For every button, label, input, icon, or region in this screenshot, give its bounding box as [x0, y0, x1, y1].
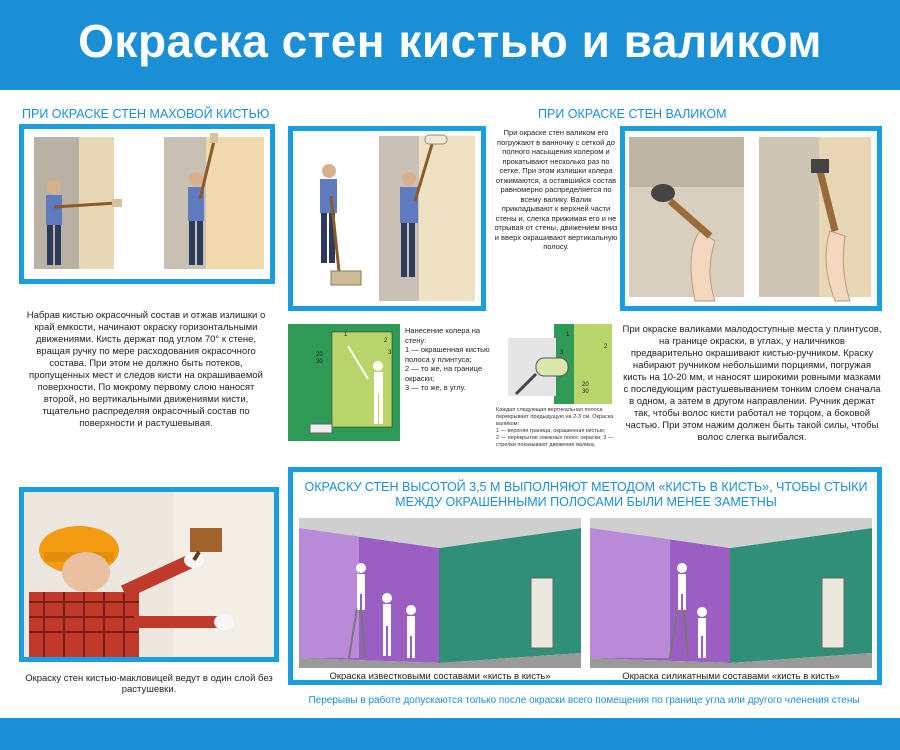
page-title: Окраска стен кистью и валиком	[78, 15, 822, 67]
hard-places-instructions: При окраске валиками малодоступные места у плинтусов, на границе окраски, в углах, у наличников предварительно окрашивают кистью-ручником. Краску набирают ручником небольшими порциями, погружая кисть на 10-20 мм, и наносят широкими ровными мазками с последующим растушевыванием тонким слоем сначала в одном, а затем в другом направлении. Ручник держат так, чтобы волос кисти работал не торцом, а боковой частью. При этом нажим должен быть такой силы, чтобы волос слегка выгибался.	[622, 324, 882, 443]
dim-label-20: 20	[316, 352, 323, 358]
color-application-image	[288, 324, 400, 441]
roller-dim-30: 30	[582, 389, 589, 395]
roller-marker-3: 3	[560, 350, 564, 356]
tall-walls-note: Перерывы в работе допускаются только после окраски всего помещения по границе угла или другого членения стены	[308, 695, 860, 706]
roller-marker-2: 2	[604, 344, 608, 350]
roller-painters-image	[293, 131, 481, 306]
silicate-painting-image	[590, 518, 872, 668]
brush-section-title: ПРИ ОКРАСКЕ СТЕН МАХОВОЙ КИСТЬЮ	[22, 107, 270, 121]
marker-3: 3	[388, 350, 392, 356]
hand-brush-image	[625, 131, 877, 306]
worker-photo	[24, 492, 274, 657]
marker-2: 2	[384, 338, 388, 344]
roller-marker-1: 1	[566, 332, 570, 338]
roller-section-title: ПРИ ОКРАСКЕ СТЕН ВАЛИКОМ	[538, 107, 727, 121]
roller-diagram-caption: Каждая следующая вертикальная полоса перекрывает предыдущую на 2-3 см. Окраска валиком: 1 — верхняя граница, окрашенная кистью; 2 — перекрытие смежных полос окраски; 3 — стрелки показывают движение валика.	[496, 407, 614, 448]
brush-instructions: Набрав кистью окрасочный состав и отжав излишки о край емкости, начинают окраску горизонтальными движениями. Кисть держат под углом 70° к стене, вращая ручку по мере расходования окрасочного состава. При этом не должно быть потеков, пропущенных мест и следов кисти на окрашиваемой поверхности. По мокрому первому слою наносят второй, но вертикальными движениями кисти, тщательно распределяя окрасочный состав по поверхности и растушевывая.	[26, 310, 266, 429]
flat-brush-caption: Окраску стен кистью-макловицей ведут в один слой без растушевки.	[25, 673, 273, 695]
roller-diagram	[496, 324, 612, 404]
roller-instructions: При окраске стен валиком его погружают в ванночку с сеткой до полного насыщения колером и прокатывают несколько раз по сетке. При этом излишки колера отжимаются, а оставшийся состав равномерно распределяется по всему валику. Валик прикладывают к верхней части стены и, слегка прижимая его и не отрывая от стены, движением вниз и вверх окрашивают вертикальную полосу.	[494, 128, 618, 251]
flat-brush-illustration	[19, 487, 279, 662]
footer-bar	[0, 718, 900, 750]
silicate-caption: Окраска силикатными составами «кисть в кисть»	[622, 671, 840, 682]
hand-brush-illustration	[620, 126, 882, 311]
marker-1: 1	[344, 332, 348, 338]
lime-painting-image	[299, 518, 581, 668]
tall-walls-panel	[288, 467, 882, 685]
dim-label-30: 30	[316, 359, 323, 365]
roller-diagram-image	[496, 324, 612, 404]
brush-illustration	[19, 124, 275, 284]
roller-dim-20: 20	[582, 382, 589, 388]
roller-illustration	[288, 126, 486, 311]
color-application-diagram	[288, 324, 400, 441]
lime-caption: Окраска известковыми составами «кисть в кисть»	[329, 671, 551, 682]
color-application-legend: Нанесение колера на стену: 1 — окрашенная кистью полоса у плинтуса; 2 — то же, на границе окраски; 3 — то же, в углу.	[405, 326, 490, 392]
header-bar	[0, 0, 900, 90]
brush-painters-image	[24, 129, 270, 279]
tall-walls-title: ОКРАСКУ СТЕН ВЫСОТОЙ 3,5 М ВЫПОЛНЯЮТ МЕТОДОМ «КИСТЬ В КИСТЬ», ЧТОБЫ СТЫКИ МЕЖДУ ОКРАШЕННЫМИ ПОЛОСАМИ БЫЛИ МЕНЕЕ ЗАМЕТНЫ	[304, 480, 868, 509]
